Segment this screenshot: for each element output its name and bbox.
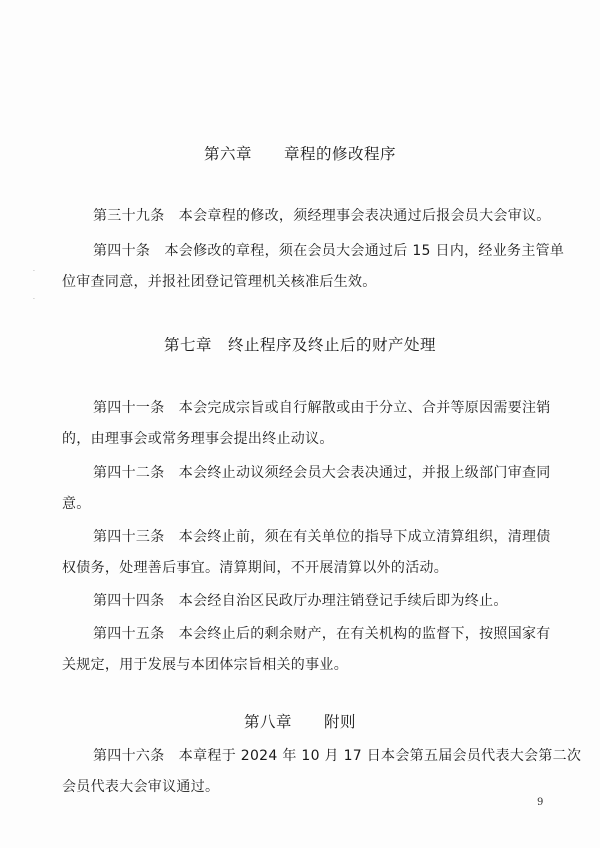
chapter-6-title: 第六章 章程的修改程序 [203, 145, 396, 163]
article-41-line-1: 第四十一条 本会完成宗旨或自行解散或由于分立、合并等原因需要注销 [93, 400, 551, 416]
article-45-line-2: 关规定，用于发展与本团体宗旨相关的事业。 [62, 657, 348, 673]
article-43-line-1: 第四十三条 本会终止前，须在有关单位的指导下成立清算组织，清理债 [93, 529, 551, 545]
article-41-line-2: 的，由理事会或常务理事会提出终止动议。 [62, 431, 334, 447]
page-number: 9 [537, 797, 544, 808]
chapter-8-title: 第八章 附则 [243, 713, 356, 731]
article-44-line-1: 第四十四条 本会经自治区民政厅办理注销登记手续后即为终止。 [93, 593, 508, 609]
article-46-line-1: 第四十六条 本章程于 2024 年 10 月 17 日本会第五届会员代表大会第二次 [93, 748, 582, 764]
article-43-line-2: 权债务，处理善后事宜。清算期间，不开展清算以外的活动。 [62, 560, 449, 576]
article-45-line-1: 第四十五条 本会终止后的剩余财产，在有关机构的监督下，按照国家有 [93, 626, 551, 642]
article-40-line-2: 位审查同意，并报社团登记管理机关核准后生效。 [62, 274, 377, 290]
chapter-7-title: 第七章 终止程序及终止后的财产处理 [163, 336, 436, 354]
article-42-line-2: 意。 [62, 496, 91, 512]
article-46-line-2: 会员代表大会审议通过。 [62, 779, 220, 795]
scan-mark: · [33, 296, 35, 303]
article-39-line-1: 第三十九条 本会章程的修改，须经理事会表决通过后报会员大会审议。 [93, 208, 551, 224]
article-40-line-1: 第四十条 本会修改的章程，须在会员大会通过后 15 日内，经业务主管单 [93, 243, 565, 259]
article-42-line-1: 第四十二条 本会终止动议须经会员大会表决通过，并报上级部门审查同 [93, 465, 551, 481]
scan-mark: · [33, 268, 35, 275]
